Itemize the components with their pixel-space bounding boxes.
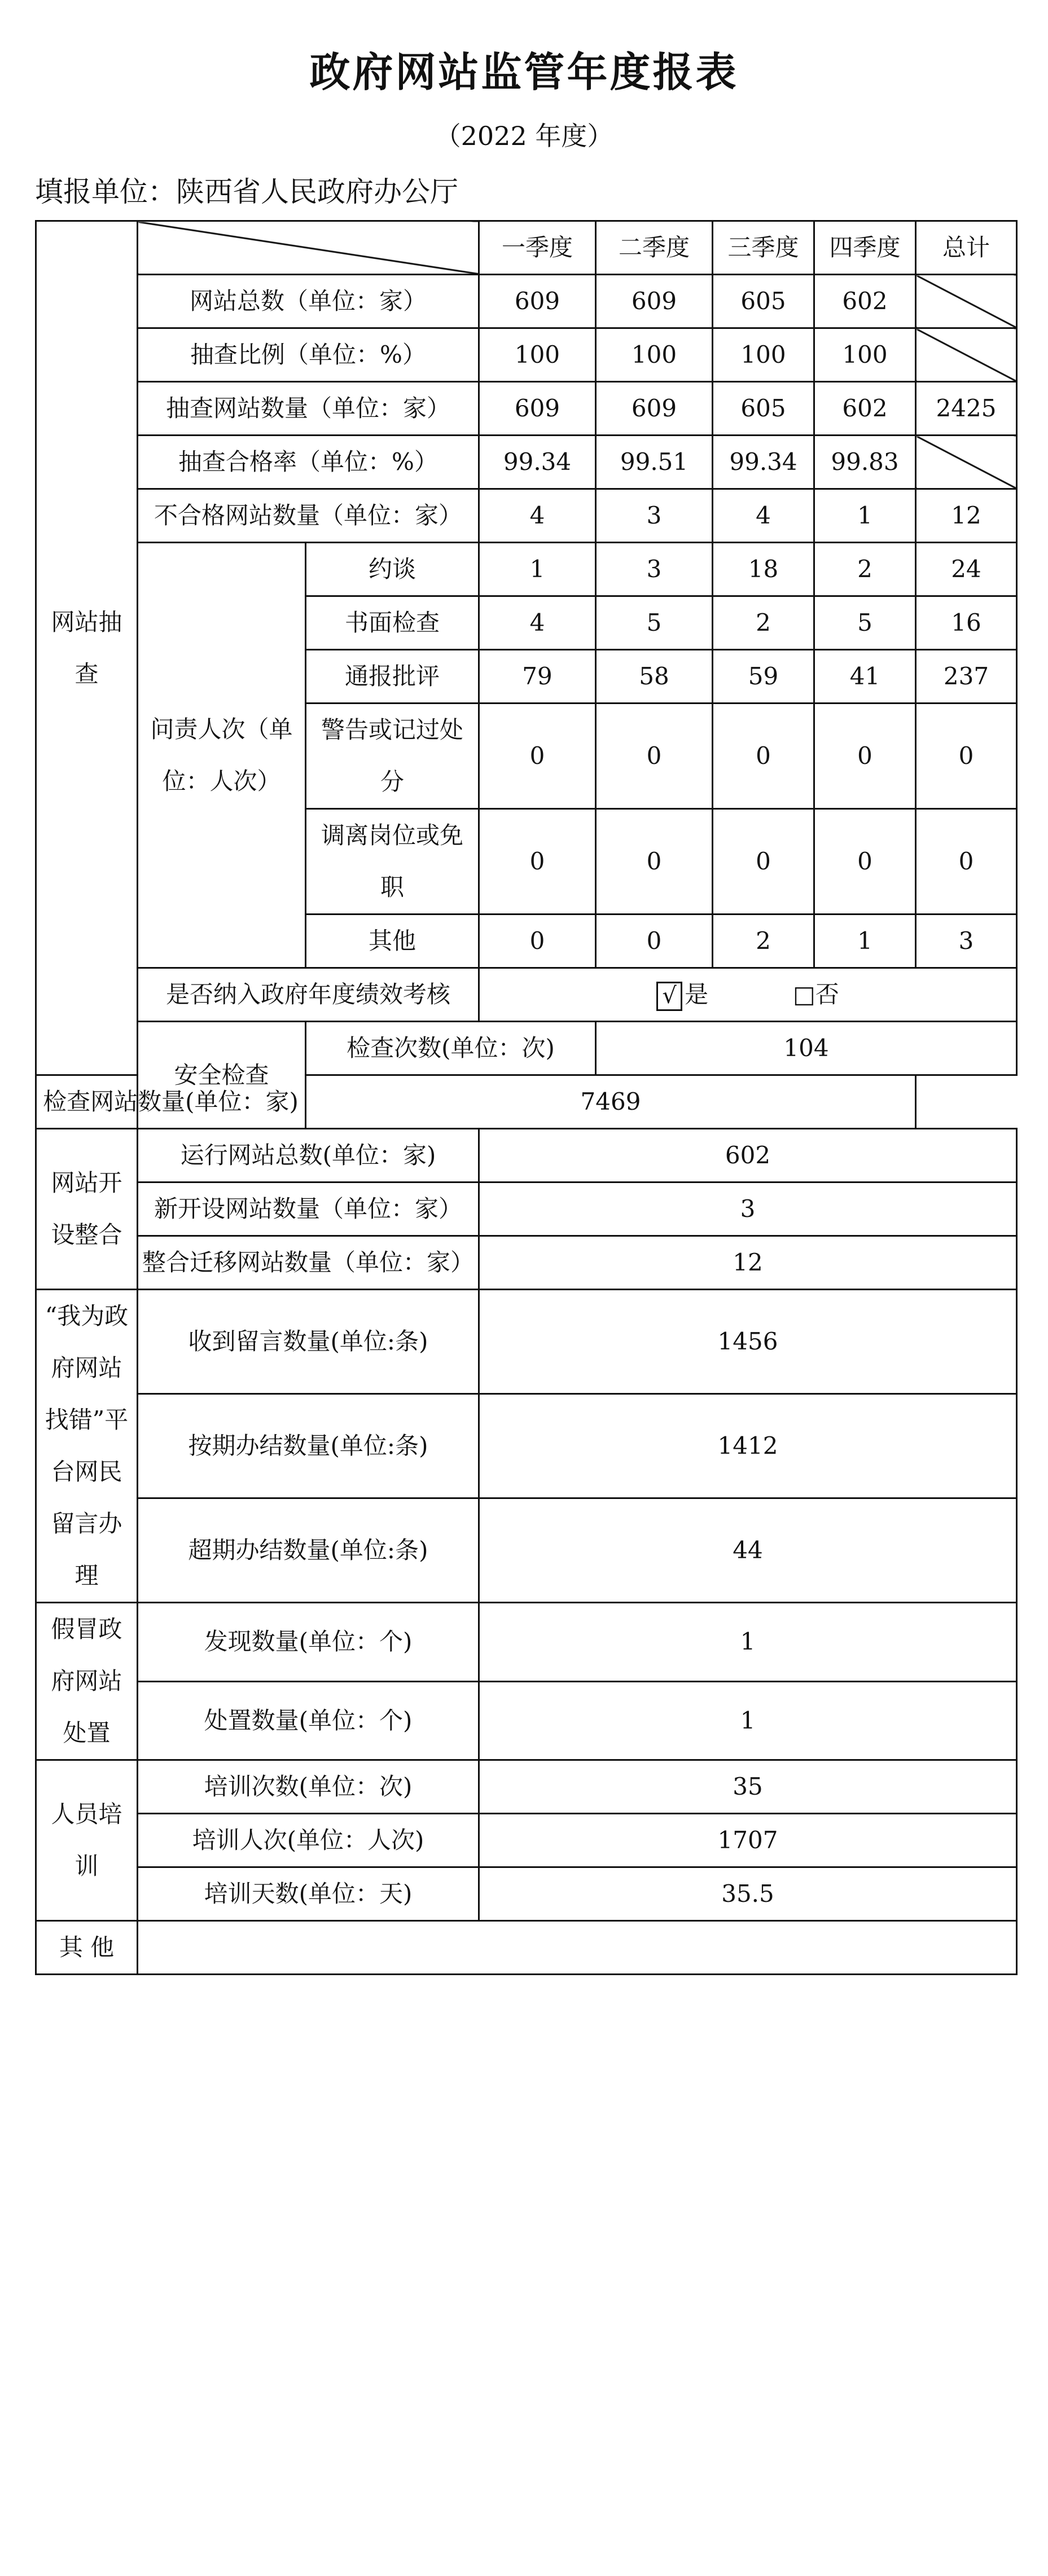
cell-q1: 4 [479, 489, 596, 543]
row-label: 是否纳入政府年度绩效考核 [138, 968, 479, 1022]
row-label: 新开设网站数量（单位：家） [138, 1183, 479, 1236]
cell-q2: 100 [596, 328, 713, 382]
cell-q1: 1 [479, 543, 596, 596]
assessment-options [479, 968, 1017, 1022]
cell-q3: 2 [713, 596, 814, 650]
row-value: 7469 [306, 1075, 916, 1129]
row-value: 1 [479, 1603, 1017, 1682]
table-row [36, 1498, 1017, 1603]
header-q2: 二季度 [596, 221, 713, 275]
section-label-counterfeit: 假冒政府网站处置 [36, 1603, 138, 1760]
row-label: 不合格网站数量（单位：家） [138, 489, 479, 543]
row-label: 检查网站数量(单位：家) [36, 1075, 306, 1129]
cell-q4: 5 [814, 596, 916, 650]
table-row [36, 328, 1017, 382]
row-label: 警告或记过处分 [306, 704, 479, 809]
yes-label: 是 [685, 981, 709, 1008]
header-q4: 四季度 [814, 221, 916, 275]
cell-total-empty [916, 436, 1017, 489]
row-label: 检查次数(单位：次) [306, 1022, 596, 1075]
section-label-other: 其 他 [36, 1921, 138, 1975]
table-row [36, 1867, 1017, 1921]
cell-q2: 5 [596, 596, 713, 650]
cell-q1: 0 [479, 704, 596, 809]
row-value: 1707 [479, 1814, 1017, 1867]
row-value: 602 [479, 1129, 1017, 1183]
table-row [36, 968, 1017, 1022]
cell-q2: 609 [596, 275, 713, 328]
table-row [36, 1760, 1017, 1814]
row-label: 书面检查 [306, 596, 479, 650]
yes-checkbox[interactable]: √ [656, 982, 682, 1011]
cell-q2: 609 [596, 382, 713, 436]
row-value: 1 [479, 1681, 1017, 1760]
row-value: 35 [479, 1760, 1017, 1814]
table-row [36, 382, 1017, 436]
row-label: 处置数量(单位：个) [138, 1681, 479, 1760]
report-title: 政府网站监管年度报表 [309, 49, 739, 96]
table-row [36, 1681, 1017, 1760]
row-label: 约谈 [306, 543, 479, 596]
table-row [36, 275, 1017, 328]
cell-q2: 3 [596, 489, 713, 543]
table-row [36, 1236, 1017, 1290]
cell-total-empty [916, 328, 1017, 382]
cell-q4: 41 [814, 650, 916, 704]
table-row [36, 1394, 1017, 1498]
cell-q1: 609 [479, 382, 596, 436]
row-label: 通报批评 [306, 650, 479, 704]
row-label: 调离岗位或免职 [306, 809, 479, 915]
header-diagonal-cell [138, 221, 479, 275]
cell-q4: 0 [814, 809, 916, 915]
cell-q4: 1 [814, 489, 916, 543]
table-row [36, 1814, 1017, 1867]
cell-q1: 609 [479, 275, 596, 328]
cell-q1: 79 [479, 650, 596, 704]
cell-total: 0 [916, 704, 1017, 809]
row-label: 超期办结数量(单位:条) [138, 1498, 479, 1603]
cell-total: 237 [916, 650, 1017, 704]
no-checkbox[interactable]: □ [793, 981, 815, 1008]
cell-q3: 59 [713, 650, 814, 704]
cell-q2: 3 [596, 543, 713, 596]
cell-q3: 2 [713, 915, 814, 968]
row-label: 抽查合格率（单位：%） [138, 436, 479, 489]
report-table [35, 220, 1018, 1975]
cell-q4: 602 [814, 275, 916, 328]
row-value [138, 1921, 1017, 1975]
cell-q4: 602 [814, 382, 916, 436]
row-label: 抽查网站数量（单位：家） [138, 382, 479, 436]
table-row [36, 489, 1017, 543]
reporting-unit: 填报单位：陕西省人民政府办公厅 [35, 175, 458, 208]
cell-q1: 4 [479, 596, 596, 650]
section-label-security: 安全检查 [138, 1022, 306, 1129]
cell-q2: 0 [596, 809, 713, 915]
cell-q4: 2 [814, 543, 916, 596]
table-row [36, 543, 1017, 596]
table-row [36, 1921, 1017, 1975]
row-value: 1412 [479, 1394, 1017, 1498]
row-label: 整合迁移网站数量（单位：家） [138, 1236, 479, 1290]
cell-total-empty [916, 275, 1017, 328]
header-q1: 一季度 [479, 221, 596, 275]
row-value: 12 [479, 1236, 1017, 1290]
cell-q1: 100 [479, 328, 596, 382]
cell-q4: 100 [814, 328, 916, 382]
cell-total: 12 [916, 489, 1017, 543]
cell-q1: 99.34 [479, 436, 596, 489]
row-label: 抽查比例（单位：%） [138, 328, 479, 382]
row-value: 104 [596, 1022, 1017, 1075]
header-row [36, 221, 1017, 275]
cell-q3: 100 [713, 328, 814, 382]
table-row [36, 1022, 1017, 1075]
cell-q3: 18 [713, 543, 814, 596]
cell-q3: 4 [713, 489, 814, 543]
cell-total: 24 [916, 543, 1017, 596]
cell-q3: 0 [713, 704, 814, 809]
cell-q4: 99.83 [814, 436, 916, 489]
cell-q1: 0 [479, 809, 596, 915]
row-value: 1456 [479, 1290, 1017, 1394]
cell-q3: 605 [713, 275, 814, 328]
cell-total: 2425 [916, 382, 1017, 436]
cell-q3: 99.34 [713, 436, 814, 489]
report-year: （2022 年度） [435, 121, 613, 151]
row-value: 35.5 [479, 1867, 1017, 1921]
cell-q4: 0 [814, 704, 916, 809]
cell-q2: 0 [596, 704, 713, 809]
cell-total: 0 [916, 809, 1017, 915]
cell-total: 3 [916, 915, 1017, 968]
table-row [36, 436, 1017, 489]
row-label: 运行网站总数(单位：家) [138, 1129, 479, 1183]
section-label-integration: 网站开设整合 [36, 1129, 138, 1290]
table-row [36, 1183, 1017, 1236]
cell-q2: 58 [596, 650, 713, 704]
section-label-messages: “我为政府网站找错”平台网民留言办理 [36, 1290, 138, 1603]
header-q3: 三季度 [713, 221, 814, 275]
cell-q2: 0 [596, 915, 713, 968]
accountability-label: 问责人次（单位：人次） [138, 543, 306, 968]
cell-q3: 0 [713, 809, 814, 915]
table-row [36, 1603, 1017, 1682]
cell-q1: 0 [479, 915, 596, 968]
row-label: 收到留言数量(单位:条) [138, 1290, 479, 1394]
table-row [36, 1129, 1017, 1183]
no-label: 否 [815, 981, 839, 1008]
row-label: 发现数量(单位：个) [138, 1603, 479, 1682]
row-label: 培训天数(单位：天) [138, 1867, 479, 1921]
cell-q2: 99.51 [596, 436, 713, 489]
table-row [36, 1075, 1017, 1129]
cell-q4: 1 [814, 915, 916, 968]
cell-q3: 605 [713, 382, 814, 436]
cell-total: 16 [916, 596, 1017, 650]
header-total: 总计 [916, 221, 1017, 275]
row-label: 按期办结数量(单位:条) [138, 1394, 479, 1498]
row-label: 其他 [306, 915, 479, 968]
row-value: 3 [479, 1183, 1017, 1236]
section-label-spot-check: 网站抽查 [36, 221, 138, 1075]
section-label-training: 人员培训 [36, 1760, 138, 1921]
row-label: 网站总数（单位：家） [138, 275, 479, 328]
row-label: 培训次数(单位：次) [138, 1760, 479, 1814]
row-label: 培训人次(单位：人次) [138, 1814, 479, 1867]
row-value: 44 [479, 1498, 1017, 1603]
table-row [36, 1290, 1017, 1394]
